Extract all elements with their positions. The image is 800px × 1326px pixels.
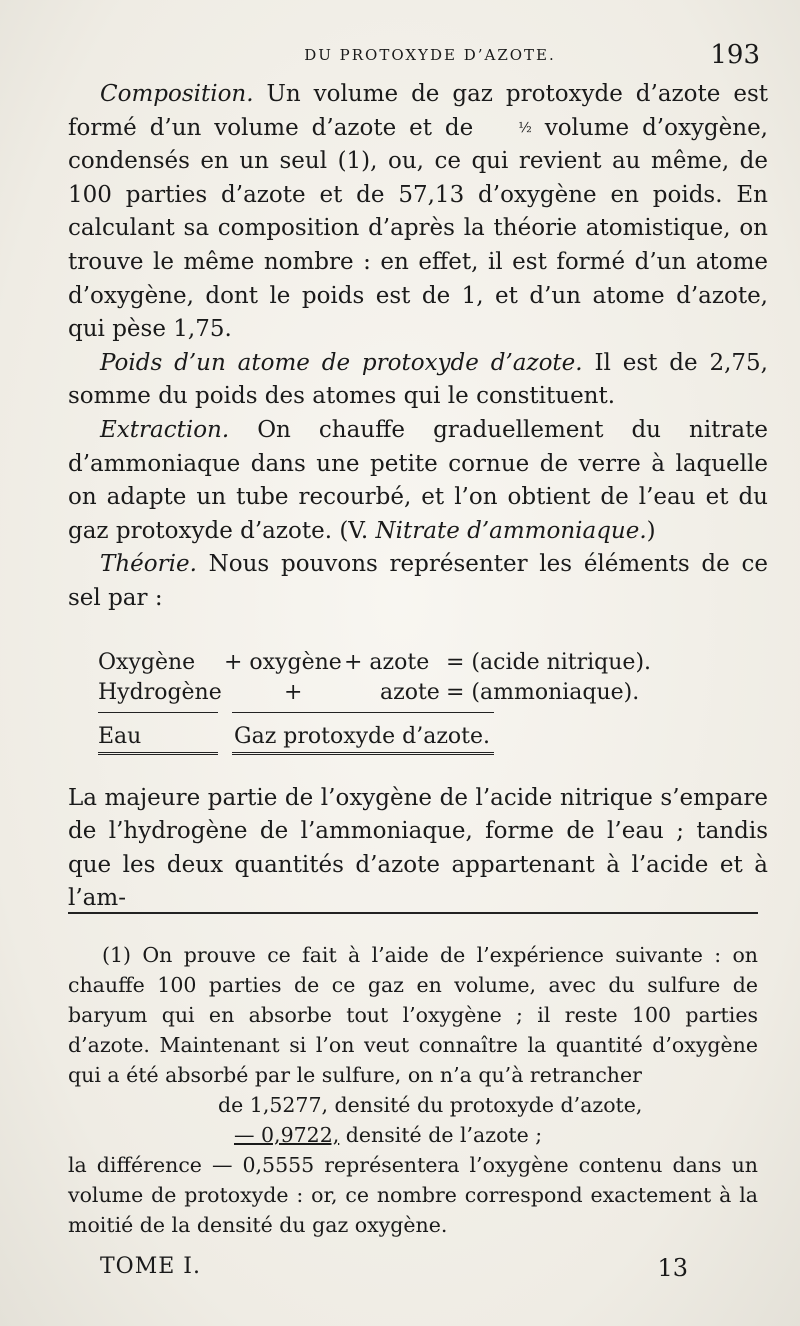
cell-acide-nitrique: = (acide nitrique). <box>446 649 652 675</box>
reaction-table <box>68 642 768 758</box>
label-theorie: Théorie. <box>100 551 197 578</box>
signature-mark: 13 <box>657 1254 688 1282</box>
paragraph-poids <box>68 347 768 414</box>
paragraph-extraction <box>68 414 768 548</box>
cell-plus-oxygene: + oxygène <box>224 649 342 675</box>
label-composition: Composition. <box>100 81 254 107</box>
cell-gaz-protoxyde: Gaz protoxyde d’azote. <box>234 723 491 749</box>
footnote <box>68 940 758 1240</box>
paragraph-theorie <box>68 548 768 615</box>
table-rule <box>98 712 218 713</box>
cell-plus-azote: + azote <box>344 649 430 675</box>
calc-label: densité de l’azote ; <box>339 1123 543 1147</box>
table-rule <box>98 752 218 755</box>
text-composition-a: Un volume de gaz protoxyde d’azote est formé d’un volume d’azote et de <box>68 81 768 141</box>
calc-subtrahend: — 0,9722, <box>234 1123 340 1147</box>
running-title: DU PROTOXYDE D’AZOTE. <box>304 46 556 64</box>
text-extraction: On chauffe graduellement du nitrate d’ammoniaque dans une petite cornue de verre à laquelle on adapte un tube recourbé, et l’on obtient de l’eau et du gaz protoxyde d’azote. (V. <box>68 416 768 544</box>
table-rule <box>232 712 494 713</box>
running-header <box>100 40 760 70</box>
footnote-calc-line <box>68 1120 758 1150</box>
footnote-text: la différence — 0,5555 représentera l’oxygène contenu dans un volume de protoxyde : or, ce nombre correspond exactement à la moitié de la densité du gaz oxygène. <box>68 1153 758 1237</box>
text-poids: Il est de 2,75, somme du poids des atomes qui le constituent. <box>68 349 768 410</box>
text-theorie: Nous pouvons représenter les éléments de ce sel par : <box>68 551 768 611</box>
label-extraction: Extraction. <box>100 416 230 443</box>
paragraph-composition <box>68 78 768 347</box>
footnote-calc-line: de 1,5277, densité du protoxyde d’azote, <box>218 1093 643 1117</box>
fraction-half: ½ <box>518 119 532 136</box>
cell-ammoniaque: = (ammoniaque). <box>446 679 640 705</box>
table-rule <box>232 752 494 755</box>
cell-azote: azote <box>380 679 440 705</box>
footnote-text: (1) On prouve ce fait à l’aide de l’expérience suivante : on chauffe 100 parties de ce gaz en volume, avec du sulfure de baryum qui en absorbe tout l’oxygène ; il reste 100 parties d’azote. Maintenant si l’on veut connaître la quantité d’oxygène qui a été absorbé par le sulfure, on n’a qu’à retrancher <box>68 943 758 1087</box>
footnote-separator <box>68 912 758 914</box>
cell-oxygene: Oxygène <box>98 649 196 675</box>
cell-hydrogene: Hydrogène <box>98 679 222 705</box>
main-text <box>68 78 768 916</box>
cell-plus: + <box>284 679 303 705</box>
text-extraction-close: ) <box>646 517 656 544</box>
ref-nitrate: Nitrate d’ammoniaque. <box>375 517 647 544</box>
page-number: 193 <box>710 40 760 70</box>
cell-eau: Eau <box>98 723 142 749</box>
text-composition-b: volume d’oxygène, condensés en un seul (1), ou, ce qui revient au même, de 100 parties d’azote et de 57,13 d’oxygène en poids. En calculant sa composition d’après la théorie atomistique, on trouve le même nombre : en effet, il est formé d’un atome d’oxygène, dont le poids est de 1, et d’un atome d’azote, qui pèse 1,75. <box>68 114 768 343</box>
paragraph-conclusion: La majeure partie de l’oxygène de l’acide nitrique s’empare de l’hydrogène de l’ammoniaque, forme de l’eau ; tandis que les deux quantités d’azote appartenant à l’acide et à l’am- <box>68 784 768 912</box>
label-poids: Poids d’un atome de protoxyde d’azote. <box>100 349 583 376</box>
tome-label: TOME I. <box>100 1254 201 1279</box>
